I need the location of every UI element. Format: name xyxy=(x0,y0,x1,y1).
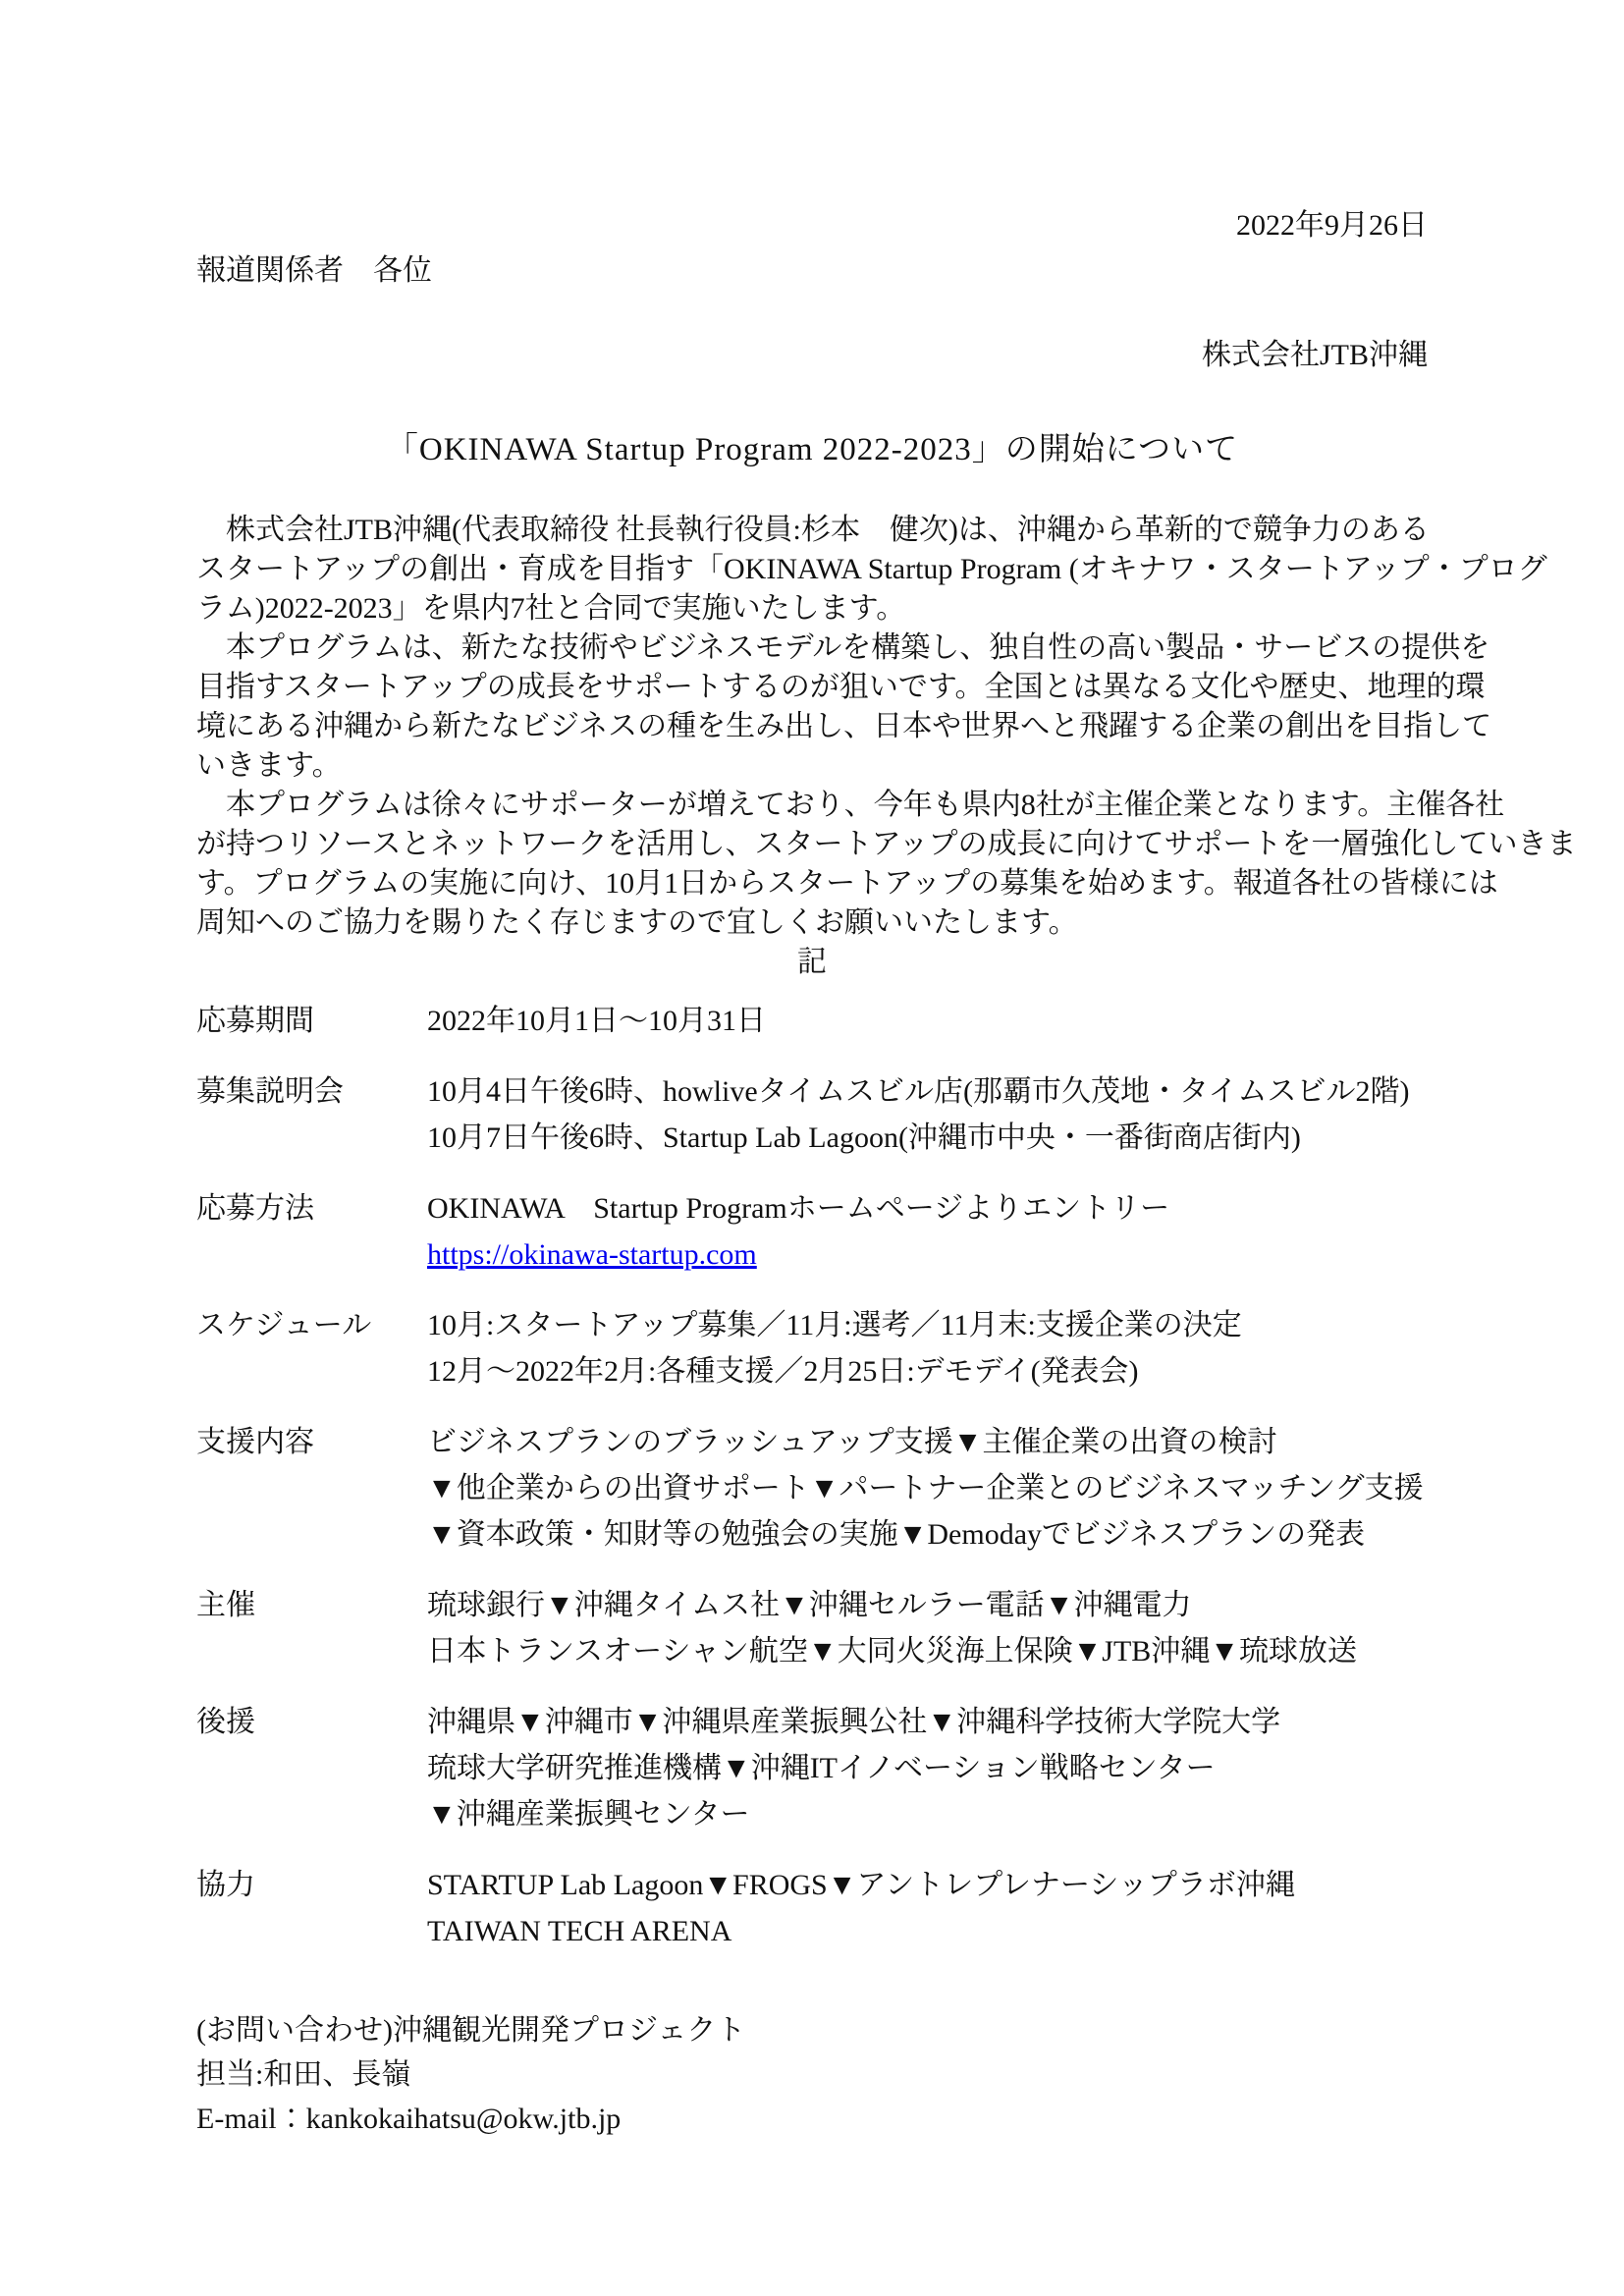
entry-link-line xyxy=(427,1231,1428,1278)
paragraph-line: 境にある沖縄から新たなビジネスの種を生み出し、日本や世界へと飛躍する企業の創出を目指して xyxy=(196,710,1492,742)
contact-line: 担当:和田、長嶺 xyxy=(196,2058,411,2091)
paragraph xyxy=(196,511,1547,629)
detail-row xyxy=(196,1185,1428,1278)
entry-link[interactable]: https://okinawa-startup.com xyxy=(427,1238,757,1271)
detail-value xyxy=(427,1419,1428,1558)
detail-value xyxy=(427,1302,1428,1394)
paragraph-line: 株式会社JTB沖縄(代表取締役 社長執行役員:杉本 健次)は、沖縄から革新的で競争力のある xyxy=(196,514,1430,546)
paragraph-line: 周知へのご協力を賜りたく存じますので宜しくお願いいたします。 xyxy=(196,906,1078,939)
detail-row xyxy=(196,1582,1428,1674)
detail-value-line: 2022年10月1日～10月31日 xyxy=(427,1005,766,1037)
detail-value xyxy=(427,1699,1428,1837)
detail-label: 後援 xyxy=(196,1706,255,1738)
body-paragraphs xyxy=(196,511,1577,943)
ki-marker: 記 xyxy=(797,946,827,978)
detail-row xyxy=(196,1302,1428,1394)
paragraph-line: 目指すスタートアップの成長をサポートするのが狙いです。全国とは異なる文化や歴史、地理的環 xyxy=(196,671,1486,703)
detail-value xyxy=(427,1068,1428,1161)
detail-value xyxy=(427,1862,1428,1954)
detail-value xyxy=(427,1185,1428,1278)
detail-row xyxy=(196,1699,1428,1837)
detail-label: 協力 xyxy=(196,1869,255,1901)
detail-label: 募集説明会 xyxy=(196,1075,344,1108)
detail-row xyxy=(196,1419,1428,1558)
detail-value-line: ▼他企業からの出資サポート▼パートナー企業とのビジネスマッチング支援 xyxy=(427,1472,1424,1504)
detail-label: 応募期間 xyxy=(196,1005,314,1037)
detail-label: 支援内容 xyxy=(196,1426,314,1458)
detail-value-line: STARTUP Lab Lagoon▼FROGS▼アントレプレナーシップラボ沖縄 xyxy=(427,1869,1295,1901)
detail-label: 応募方法 xyxy=(196,1192,314,1225)
detail-value-line: 10月:スタートアップ募集／11月:選考／11月末:支援企業の決定 xyxy=(427,1309,1242,1341)
detail-value xyxy=(427,998,1428,1044)
detail-value-line: ビジネスプランのブラッシュアップ支援▼主催企業の出資の検討 xyxy=(427,1426,1277,1458)
paragraph-line: す。プログラムの実施に向け、10月1日からスタートアップの募集を始めます。報道各社の皆様には xyxy=(196,867,1498,900)
contact-line: E-mail：kankokaihatsu@okw.jtb.jp xyxy=(196,2103,622,2135)
detail-row xyxy=(196,1862,1428,1954)
recipient-line: 報道関係者 各位 xyxy=(196,254,432,287)
contact-block xyxy=(196,2008,1428,2141)
detail-value-line: 12月～2022年2月:各種支援／2月25日:デモデイ(発表会) xyxy=(427,1355,1139,1388)
paragraph-line: スタートアップの創出・育成を目指す「OKINAWA Startup Program (オキナワ・スタートアップ・プログ xyxy=(196,553,1547,585)
paragraph-line: いきます。 xyxy=(196,749,342,782)
detail-value-line: 10月7日午後6時、Startup Lab Lagoon(沖縄市中央・一番街商店街内) xyxy=(427,1121,1301,1154)
detail-value-line: 琉球銀行▼沖縄タイムス社▼沖縄セルラー電話▼沖縄電力 xyxy=(427,1589,1192,1621)
detail-value xyxy=(427,1582,1428,1674)
paragraph xyxy=(196,786,1577,943)
detail-value-line: ▼資本政策・知財等の勉強会の実施▼Demodayでビジネスプランの発表 xyxy=(427,1518,1366,1551)
document-date: 2022年9月26日 xyxy=(1236,209,1428,242)
detail-row xyxy=(196,1068,1428,1161)
detail-value-line: OKINAWA Startup Programホームページよりエントリー xyxy=(427,1192,1170,1225)
detail-value-line: 日本トランスオーシャン航空▼大同火災海上保険▼JTB沖縄▼琉球放送 xyxy=(427,1635,1357,1667)
paragraph-line: 本プログラムは、新たな技術やビジネスモデルを構築し、独自性の高い製品・サービスの提供を xyxy=(196,631,1490,664)
detail-value-line: 沖縄県▼沖縄市▼沖縄県産業振興公社▼沖縄科学技術大学院大学 xyxy=(427,1706,1281,1738)
detail-value-line: ▼沖縄産業振興センター xyxy=(427,1798,750,1831)
detail-value-line: TAIWAN TECH ARENA xyxy=(427,1915,732,1947)
paragraph-line: ラム)2022-2023」を県内7社と合同で実施いたします。 xyxy=(196,592,906,625)
details-list xyxy=(196,998,1428,1954)
company-name: 株式会社JTB沖縄 xyxy=(1201,339,1428,371)
paragraph xyxy=(196,629,1492,786)
detail-value-line: 琉球大学研究推進機構▼沖縄ITイノベーション戦略センター xyxy=(427,1752,1216,1784)
detail-label: スケジュール xyxy=(196,1309,372,1341)
detail-label: 主催 xyxy=(196,1589,255,1621)
detail-value-line: 10月4日午後6時、howliveタイムスビル店(那覇市久茂地・タイムスビル2階) xyxy=(427,1075,1410,1108)
contact-line: (お問い合わせ)沖縄観光開発プロジェクト xyxy=(196,2014,746,2047)
document-title: 「OKINAWA Startup Program 2022-2023」の開始について xyxy=(385,432,1239,467)
paragraph-line: が持つリソースとネットワークを活用し、スタートアップの成長に向けてサポートを一層強化していきま xyxy=(196,828,1577,860)
paragraph-line: 本プログラムは徐々にサポーターが増えており、今年も県内8社が主催企業となります。主催各社 xyxy=(196,789,1505,821)
detail-row xyxy=(196,998,1428,1044)
